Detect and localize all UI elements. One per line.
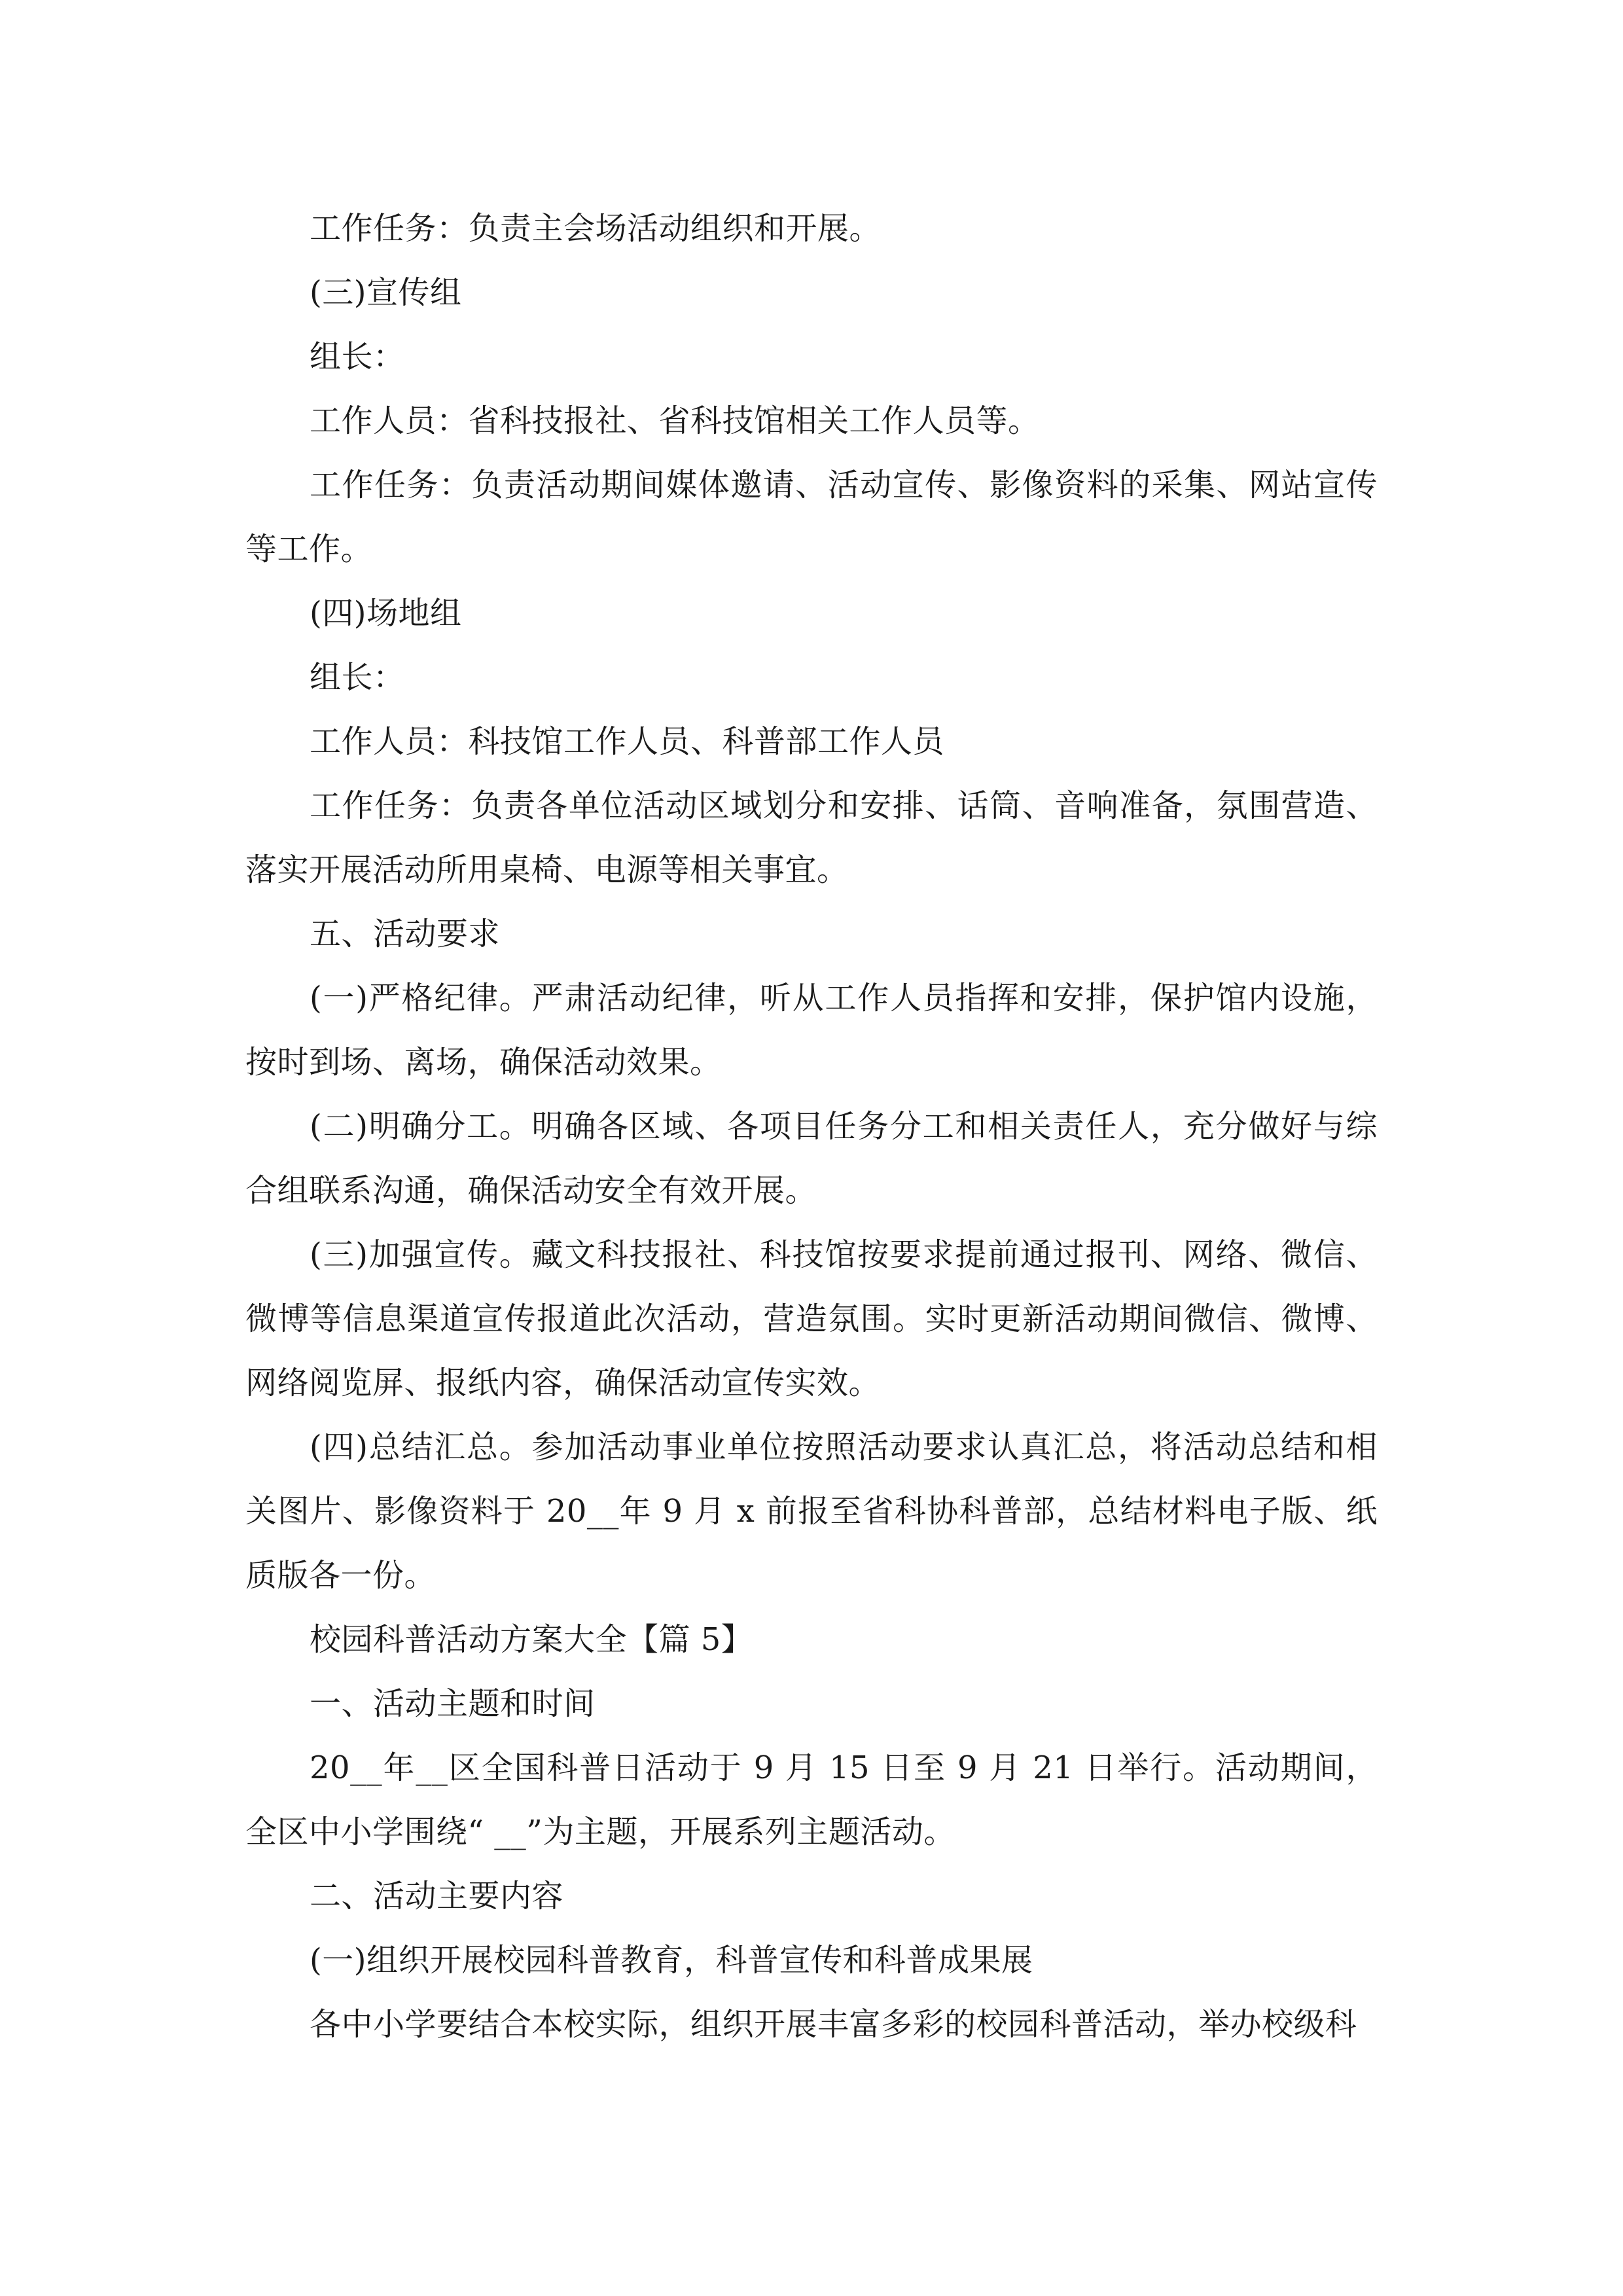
paragraph-publicity-staff: 工作人员：省科技报社、省科技馆相关工作人员等。	[310, 403, 1040, 439]
paragraph-requirement-discipline: (一)严格纪律。严肃活动纪律，听从工作人员指挥和安排，保护馆内设施，按时到场、离场，确保活动效果。	[245, 980, 1378, 1081]
paragraph-task-main-venue: 工作任务：负责主会场活动组织和开展。	[310, 210, 882, 247]
paragraph-requirement-publicity: (三)加强宣传。藏文科技报社、科技馆按要求提前通过报刊、网络、微信、微博等信息渠道宣传报道此次活动，营造氛围。实时更新活动期间微信、微博、网络阅览屏、报纸内容，确保活动宣传实效。	[245, 1236, 1378, 1401]
paragraph-venue-staff: 工作人员：科技馆工作人员、科普部工作人员	[310, 723, 945, 760]
paragraph-theme-and-time: 20__年__区全国科普日活动于 9 月 15 日至 9 月 21 日举行。活动期间，全区中小学围绕“ __”为主题，开展系列主题活动。	[245, 1749, 1378, 1850]
heading-main-content: 二、活动主要内容	[310, 1878, 564, 1914]
paragraph-venue-leader: 组长：	[310, 659, 405, 696]
paragraph-requirement-division: (二)明确分工。明确各区域、各项目任务分工和相关责任人，充分做好与综合组联系沟通，确保活动安全有效开展。	[245, 1108, 1378, 1209]
heading-campus-education: (一)组织开展校园科普教育，科普宣传和科普成果展	[310, 1942, 1033, 1979]
heading-section-5: 校园科普活动方案大全【篇 5】	[310, 1621, 753, 1658]
document-body	[245, 196, 1378, 2056]
heading-venue-group: (四)场地组	[310, 595, 462, 632]
paragraph-venue-task: 工作任务：负责各单位活动区域划分和安排、话筒、音响准备，氛围营造、落实开展活动所用桌椅、电源等相关事宜。	[245, 787, 1378, 888]
heading-activity-requirements: 五、活动要求	[310, 916, 501, 952]
paragraph-requirement-summary: (四)总结汇总。参加活动事业单位按照活动要求认真汇总，将活动总结和相关图片、影像资料于 20__年 9 月 x 前报至省科协科普部，总结材料电子版、纸质版各一份。	[245, 1429, 1378, 1594]
paragraph-publicity-task: 工作任务：负责活动期间媒体邀请、活动宣传、影像资料的采集、网站宣传等工作。	[245, 467, 1378, 567]
paragraph-campus-activities: 各中小学要结合本校实际，组织开展丰富多彩的校园科普活动，举办校级科	[310, 2006, 1357, 2043]
paragraph-publicity-leader: 组长：	[310, 338, 405, 375]
heading-theme-and-time: 一、活动主题和时间	[310, 1685, 596, 1722]
heading-publicity-group: (三)宣传组	[310, 274, 462, 311]
